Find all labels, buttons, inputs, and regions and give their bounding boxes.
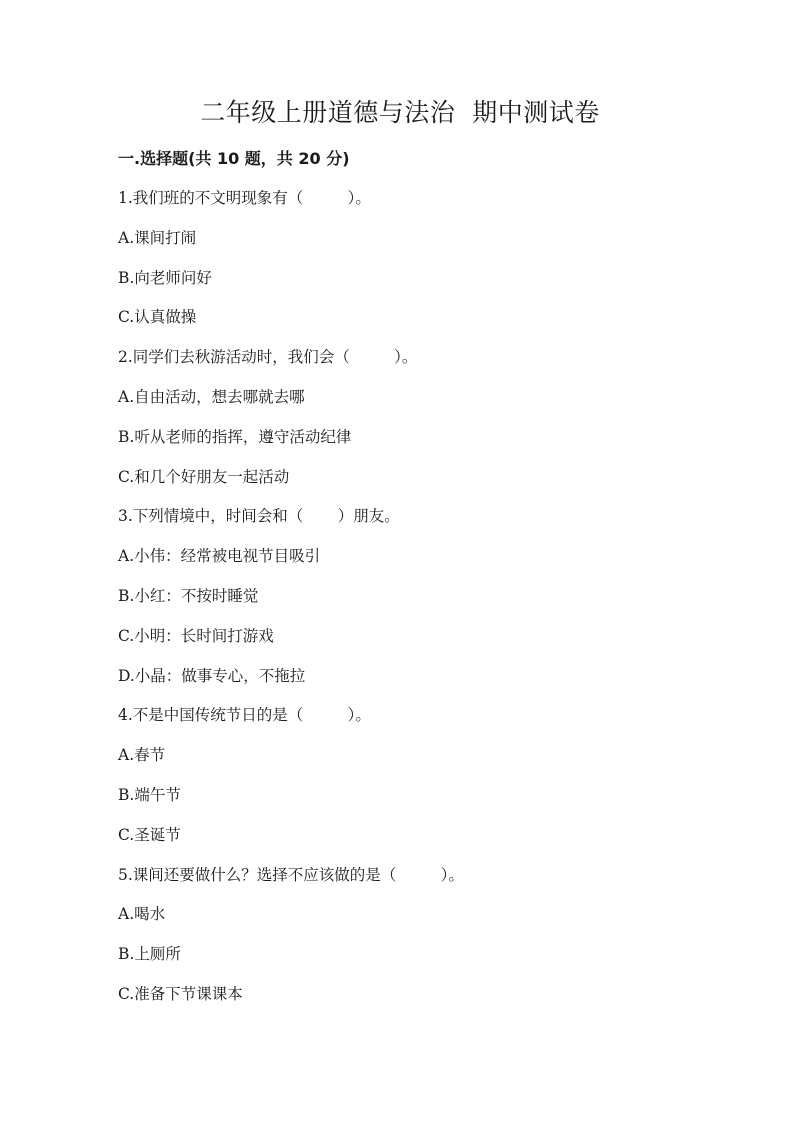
question-5-stem: 5.课间还要做什么？选择不应该做的是（ ）。 bbox=[118, 865, 464, 884]
question-2-stem: 2.同学们去秋游活动时，我们会（ ）。 bbox=[118, 348, 418, 367]
question-1-stem: 1.我们班的不文明现象有（ ）。 bbox=[118, 189, 371, 207]
question-2-option-a[interactable]: A.自由活动，想去哪就去哪 bbox=[118, 387, 305, 406]
question-5-option-b[interactable]: B.上厕所 bbox=[118, 945, 181, 964]
question-3-stem: 3.下列情境中，时间会和（ ）朋友。 bbox=[118, 507, 400, 526]
question-list bbox=[118, 186, 758, 1022]
question-3-option-b[interactable]: B.小红：不按时睡觉 bbox=[118, 586, 259, 605]
question-1-option-b[interactable]: B.向老师问好 bbox=[118, 268, 212, 287]
section-heading: 一.选择题(共 10 题，共 20 分) bbox=[118, 149, 350, 168]
question-5-option-a[interactable]: A.喝水 bbox=[118, 905, 166, 924]
question-2-option-c[interactable]: C.和几个好朋友一起活动 bbox=[118, 467, 290, 486]
question-2-option-b[interactable]: B.听从老师的指挥，遵守活动纪律 bbox=[118, 427, 352, 446]
question-3-option-a[interactable]: A.小伟：经常被电视节目吸引 bbox=[118, 547, 321, 566]
question-4-stem: 4.不是中国传统节日的是（ ）。 bbox=[118, 706, 371, 725]
question-5-option-c[interactable]: C.准备下节课课本 bbox=[118, 984, 243, 1003]
question-1-option-a[interactable]: A.课间打闹 bbox=[118, 228, 197, 247]
question-3-option-c[interactable]: C.小明：长时间打游戏 bbox=[118, 626, 274, 645]
exam-title: 二年级上册道德与法治 期中测试卷 bbox=[200, 98, 600, 127]
question-4-option-a[interactable]: A.春节 bbox=[118, 746, 166, 765]
question-1-option-c[interactable]: C.认真做操 bbox=[118, 308, 197, 327]
question-4-option-c[interactable]: C.圣诞节 bbox=[118, 825, 181, 844]
question-4-option-b[interactable]: B.端午节 bbox=[118, 785, 181, 804]
question-3-option-d[interactable]: D.小晶：做事专心，不拖拉 bbox=[118, 666, 306, 685]
